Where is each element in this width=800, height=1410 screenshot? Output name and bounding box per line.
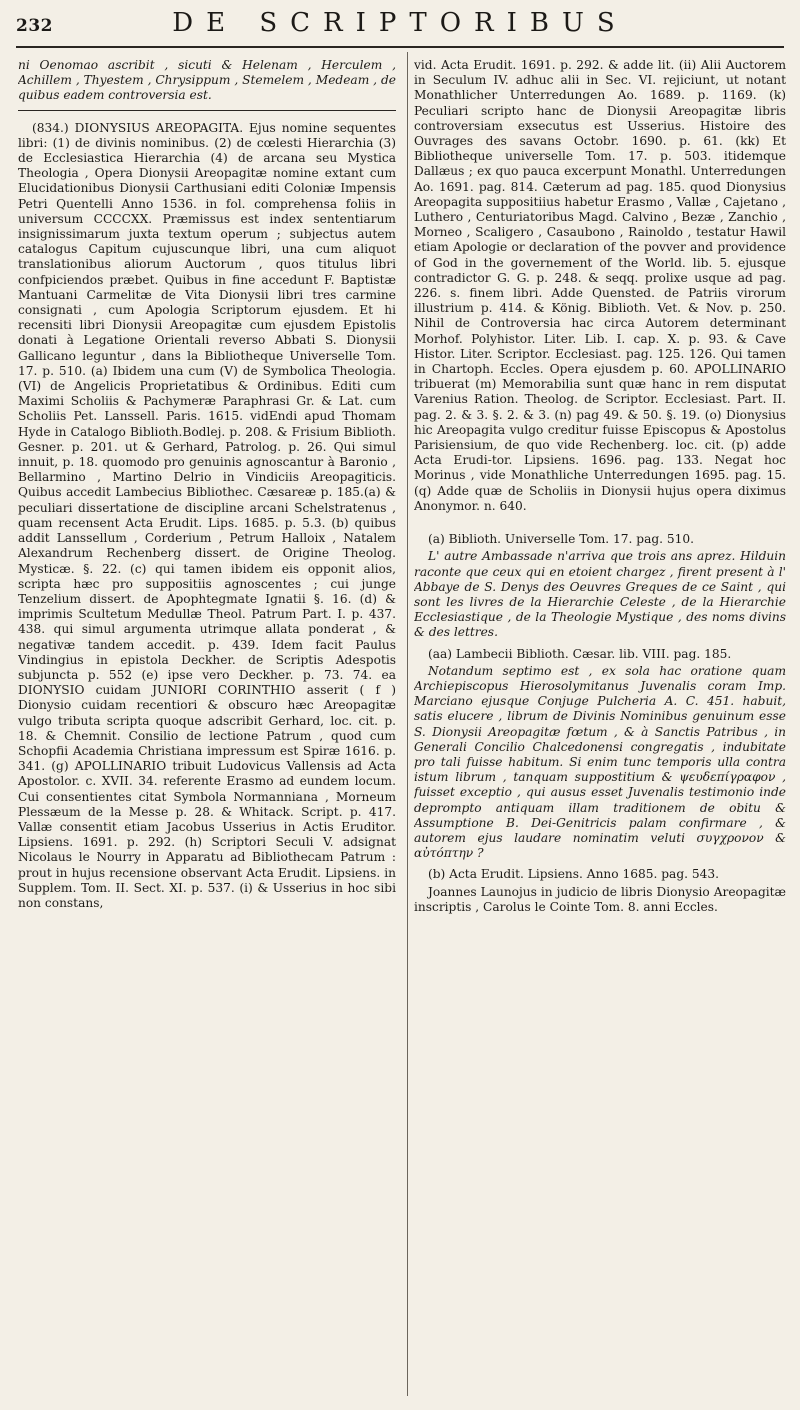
footnote-gap <box>414 516 786 526</box>
column-divider <box>407 52 408 1396</box>
footnote-a-quote: L' autre Ambassade n'arriva que trois ans aprez. Hilduin raconte que ceux qui en etoient chargez , firent present à l' Abbaye de S. Denys des Oeuvres Greques de ce Saint , qui sont les livres de la Hierarchie Celeste , de la Hierarchie Ecclesiastique , de la Theologie Mystique , des noms divins & des lettres. <box>414 549 786 640</box>
intro-paragraph: ni Oenomao ascribit , sicuti & Helenam , Herculem , Achillem , Thyestem , Chrysippum , Stemelem , Medeam , de quibus eadem controversia est. <box>18 58 396 103</box>
footnote-b-ref: (b) Acta Erudit. Lipsiens. Anno 1685. pag. 543. <box>428 867 720 882</box>
header-rule <box>16 46 784 48</box>
entry-paragraph: (834.) DIONYSIUS AREOPAGITA. Ejus nomine sequentes libri: (1) de divinis nominibus. (2) de cœlesti Hierarchia (3) de Ecclesiastica Hierarchia (4) de arcana seu Mystica Theologia , Opera Dionysii Areopagitæ nomine extant cum Elucidationibus Dionysii Carthusiani editi Coloniæ Impensis Petri Quentelli Anno 1536. in fol. comprehensa foliis in universum CCCCXX. Præmissus est index sententiarum insignissimarum juxta textum operum ; subjectus autem catalogus Capitum cujuscunque libri, una cum aliquot translationibus aliorum Auctorum , quos titulus libri confpiciendos præbet. Quibus in fine accedunt F. Baptistæ Mantuani Carmelitæ de Vita Dionysii libri tres carmine consignati , cum Apologia Scriptorum ejusdem. Et hi recensiti libri Dionysii Areopagitæ cum ejusdem Epistolis donati à Legatione Orientali reverso Abbati S. Dionysii Gallicano leguntur , dans la Bibliotheque Universelle Tom. 17. p. 510. (a) Ibidem una cum (V) de Symbolica Theologia. (VI) de Angelicis Proprietatibus & Ordinibus. Editi cum Maximi Scholiis & Pachymeræ Paraphrasi Gr. & Lat. cum Scholiis Pet. Lanssell. Paris. 1615. vidEndi apud Thomam Hyde in Catalogo Biblioth.Bodlej. p. 208. & Frisium Biblioth. Gesner. p. 201. ut & Gerhard, Patrolog. p. 26. Qui simul innuit, p. 18. quomodo pro genuinis agnoscantur à Baronio , Bellarmino , Martino Delrio in Vindiciis Areopagiticis. Quibus accedit Lambecius Bibliothec. Cæsareæ p. 185.(a) & peculiari dissertatione de discipline arcani Schelstratenus , quam recensent Acta Erudit. Lips. 1685. p. 5.3. (b) quibus addit Lanssellum , Corderium , Petrum Halloix , Natalem Alexandrum Rechenberg dissert. de Origine Theolog. Mysticæ. §. 22. (c) qui tamen ibidem eis opponit alios, scripta hæc pro suppositiis agnoscentes ; cui junge Tenzelium dissert. de Apophtegmate Ignatii §. 16. (d) & imprimis Scultetum Medullæ Theol. Patrum Part. I. p. 437. 438. qui simul argumenta utrimque allata ponderat , & negativæ tandem accedit. p. 439. Idem facit Paulus Vindingius in epistola Deckher. de Scriptis Adespotis subjuncta p. 552 (e) ipse vero Deckher. p. 73. 74. ea DIONYSIO cuidam JUNIORI CORINTHIO asserit ( f ) Dionysio cuidam recentiori & obscuro hæc Areopagitæ vulgo tributa scripta quoque adscribit Gerhard, loc. cit. p. 18. & Chemnit. Consilio de lectione Patrum , quod cum Schopfii Academia Christiana impressum est Spiræ 1616. p. 341. (g) APOLLINARIO tribuit Ludovicus Vallensis ad Acta Apostolor. c. XVII. 34. referente Erasmo ad eundem locum. Cui consentientes citat Symbola Normanniana , Morneum Plessæum de la Messe p. 28. & Whitack. Script. p. 417. Vallæ consentit etiam Jacobus Usserius in Actis Eruditor. Lipsiens. 1691. p. 292. (h) Scriptori Seculi V. adsignat Nicolaus le Nourry in Apparatu ad Bibliothecam Patrum : prout in hujus recensione observant Acta Erudit. Lipsiens. in Supplem. Tom. II. Sect. XI. p. 537. (i) & Usserius in hoc sibi non constans, <box>18 120 396 910</box>
page-number: 232 <box>16 16 53 36</box>
left-column <box>18 58 396 1398</box>
footnote-a-ref: (a) Biblioth. Universelle Tom. 17. pag. 510. <box>428 532 695 547</box>
entry-continuation: vid. Acta Erudit. 1691. p. 292. & adde lit. (ii) Alii Auctorem in Seculum IV. adhuc alii in Sec. VI. rejiciunt, ut notant Monathlicher Unterredungen Ao. 1689. p. 1169. (k) Peculiari scripto hanc de Dionysii Areopagitæ libris controversiam exsecutus est Usserius. Histoire des Ouvrages des savans Octobr. 1690. p. 61. (kk) Et Bibliotheque universelle Tom. 17. p. 503. itidemque Dallæus ; ex quo pauca excerpunt Monathl. Unterredungen Ao. 1691. pag. 814. Cæterum ad pag. 185. quod Dionysius Areopagita suppositiius habetur Erasmo , Vallæ , Cajetano , Luthero , Centuriatoribus Magd. Calvino , Bezæ , Zanchio , Morneo , Scaligero , Casaubono , Rainoldo , testatur Hawil etiam Apologie or declaration of the povver and providence of God in the governement of the World. lib. 5. ejusque contradictor G. G. p. 248. & seqq. prolixe usque ad pag. 226. s. finem libri. Adde Quensted. de Patriis virorum illustrium p. 414. & König. Biblioth. Vet. & Nov. p. 250. Nihil de Controversia hac circa Autorem determinant Morhof. Polyhistor. Liter. Lib. I. cap. X. p. 93. & Cave Histor. Liter. Scriptor. Ecclesiast. pag. 125. 126. Qui tamen in Chartoph. Eccles. Opera ejusdem p. 60. APOLLINARIO tribuerat (m) Memorabilia sunt quæ hanc in rem disputat Varenius Ration. Theolog. de Scriptor. Ecclesiast. Part. II. pag. 2. & 3. §. 2. & 3. (n) pag 49. & 50. §. 19. (o) Dionysius hic Areopagita vulgo creditur fuisse Episcopus & Apostolus Parisiensium, de quo vide Rechenberg. loc. cit. (p) adde Acta Erudi-tor. Lipsiens. 1696. pag. 133. Negat hoc Morinus , vide Monathliche Unterredungen 1695. pag. 15. (q) Adde quæ de Scholiis in Dionysii hujus opera diximus Anonymor. n. 640. <box>414 58 786 513</box>
right-column <box>414 58 786 1398</box>
footnote-aa-ref: (aa) Lambecii Biblioth. Cæsar. lib. VIII. pag. 185. <box>428 646 732 661</box>
running-title: DE SCRIPTORIBUS <box>172 8 628 38</box>
footnote-b-text: Joannes Launojus in judicio de libris Dionysio Areopagitæ inscriptis , Carolus le Cointe Tom. 8. anni Eccles. <box>414 884 786 914</box>
section-rule <box>18 110 396 111</box>
footnote-aa-quote: Notandum septimo est , ex sola hac oratione quam Archiepiscopus Hierosolymitanus Juvenalis coram Imp. Marciano ejusque Conjuge Pulcheria A. C. 451. habuit, satis elucere , librum de Divinis Nominibus genuinum esse S. Dionysii Areopagitæ fœtum , & à Sanctis Patribus , in Generali Concilio Chalcedonensi congregatis , indubitate pro tali fuisse habitum. Si enim tunc temporis ulla contra istum librum , tanquam suppostitium & ψευδεπίγραφον , fuisset exceptio , qui ausus esset Juvenalis testimonio inde deprompto antiquam illam traditionem de obitu & Assumptione B. Dei-Genitricis palam confirmare , & autorem ejus laudare nominatim veluti συγχρονον & αὐτόπτην ? <box>414 663 786 861</box>
